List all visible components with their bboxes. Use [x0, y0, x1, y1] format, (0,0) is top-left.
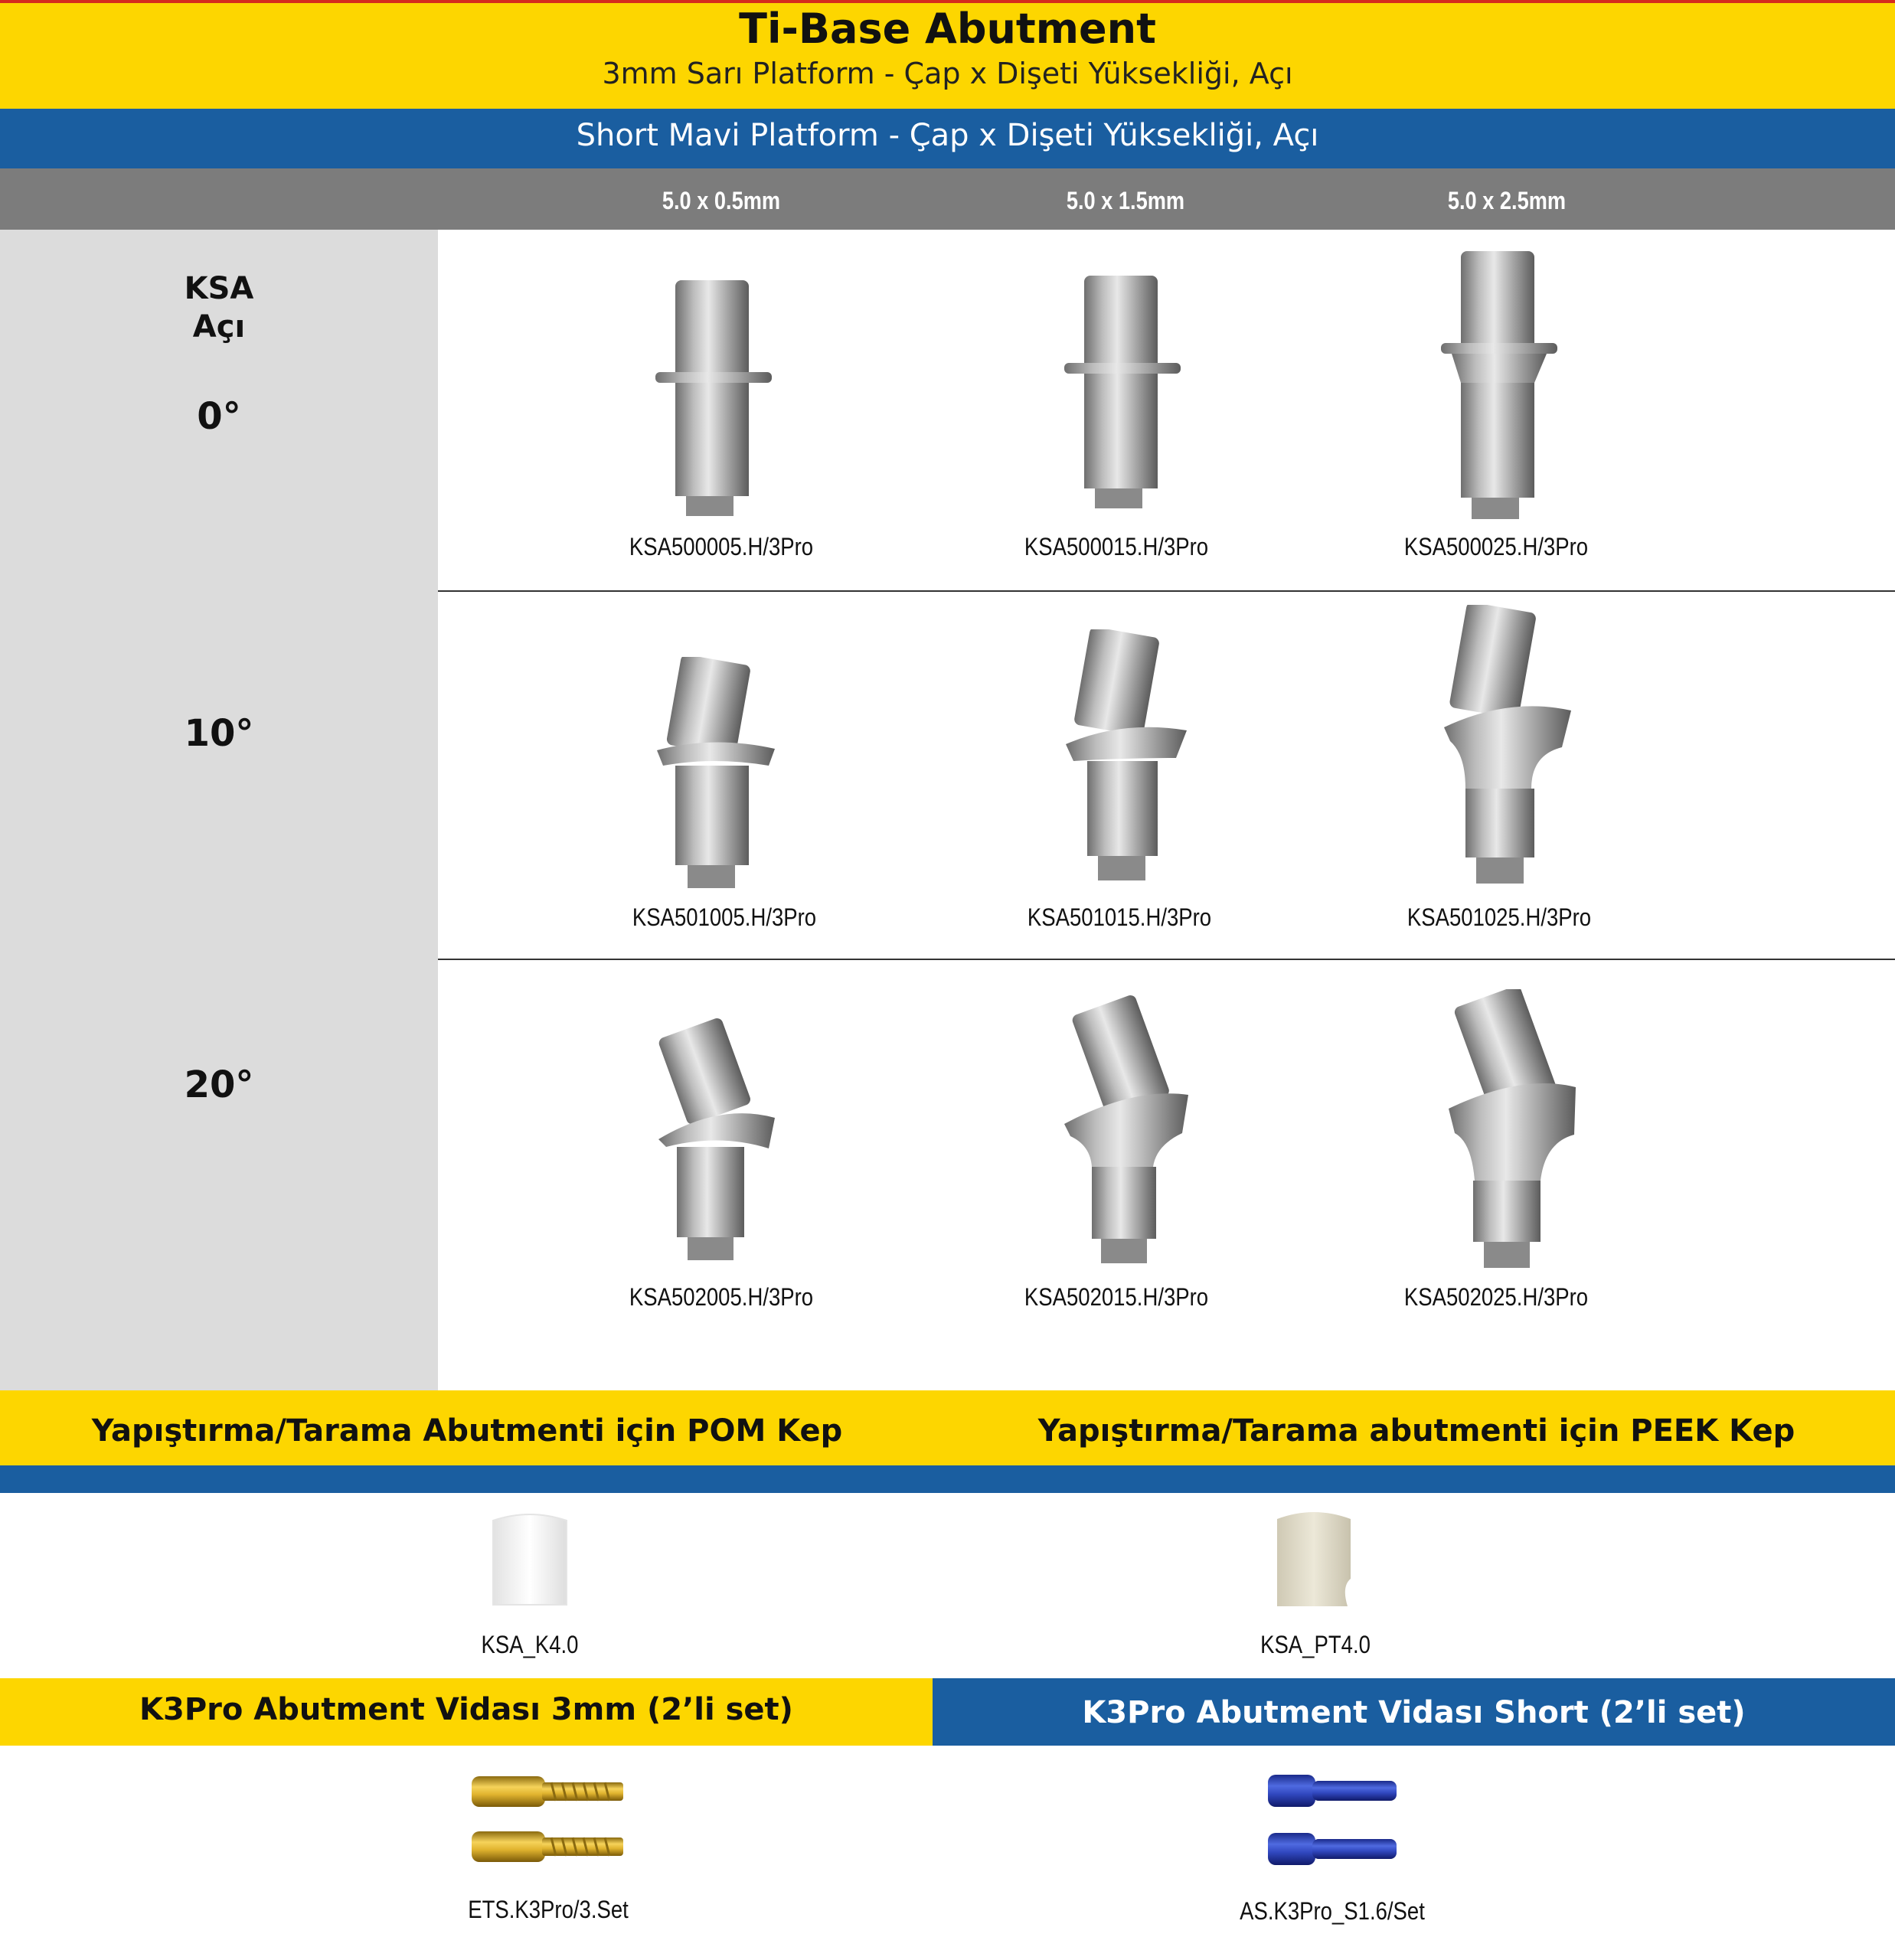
kep-blue-band [0, 1465, 1895, 1493]
abutment-straight-image [1061, 271, 1184, 516]
row-divider [438, 590, 1895, 592]
aci-label: Açı [192, 309, 246, 345]
blue-screw-image [1266, 1773, 1398, 1808]
screw-3mm-title: K3Pro Abutment Vidası 3mm (2’li set) [139, 1692, 793, 1727]
pom-cap-code: KSA_K4.0 [481, 1631, 579, 1658]
product-code: KSA502025.H/3Pro [1403, 1283, 1589, 1311]
product-code: KSA501015.H/3Pro [1027, 903, 1212, 931]
gold-screw-image [469, 1828, 626, 1865]
column-header-2-5mm: 5.0 x 2.5mm [1447, 187, 1567, 214]
product-code: KSA500015.H/3Pro [1024, 533, 1209, 560]
angle-label-10: 10° [184, 712, 254, 755]
pom-cap-image [487, 1511, 573, 1611]
abutment-angled-image [1061, 629, 1191, 897]
angle-label-0: 0° [197, 395, 241, 438]
abutment-angled-image [652, 657, 783, 897]
peek-cap-image [1271, 1510, 1357, 1612]
screw-short-code: AS.K3Pro_S1.6/Set [1240, 1897, 1425, 1925]
row-divider [438, 959, 1895, 960]
product-code: KSA502005.H/3Pro [629, 1283, 814, 1311]
blue-screw-image [1266, 1831, 1398, 1867]
product-code: KSA501025.H/3Pro [1407, 903, 1592, 931]
column-header-0-5mm: 5.0 x 0.5mm [662, 187, 781, 214]
angle-label-20: 20° [184, 1063, 254, 1106]
gold-screw-image [469, 1773, 626, 1810]
pom-kep-title: Yapıştırma/Tarama Abutmenti için POM Kep [91, 1413, 843, 1449]
screw-short-title: K3Pro Abutment Vidası Short (2’li set) [1082, 1695, 1746, 1730]
abutment-angled-image [643, 1018, 781, 1269]
ksa-label: KSA [184, 271, 254, 306]
abutment-angled-image [1057, 995, 1194, 1271]
product-code: KSA502015.H/3Pro [1024, 1283, 1209, 1311]
peek-cap-code: KSA_PT4.0 [1260, 1631, 1371, 1658]
product-code: KSA500005.H/3Pro [629, 533, 814, 560]
abutment-angled-image [1439, 605, 1577, 899]
column-header-1-5mm: 5.0 x 1.5mm [1066, 187, 1185, 214]
abutment-straight-image [652, 276, 775, 521]
abutment-angled-image [1438, 989, 1583, 1276]
screw-3mm-code: ETS.K3Pro/3.Set [468, 1896, 629, 1923]
page-title: Ti-Base Abutment [739, 5, 1156, 53]
peek-kep-title: Yapıştırma/Tarama abutmenti için PEEK Kep [1037, 1413, 1795, 1449]
product-code: KSA501005.H/3Pro [632, 903, 817, 931]
product-code: KSA500025.H/3Pro [1403, 533, 1589, 560]
page-subtitle: 3mm Sarı Platform - Çap x Dişeti Yüksekliği, Açı [602, 57, 1293, 90]
short-platform-title: Short Mavi Platform - Çap x Dişeti Yüksekliği, Açı [576, 118, 1319, 153]
abutment-straight-image [1438, 248, 1560, 524]
